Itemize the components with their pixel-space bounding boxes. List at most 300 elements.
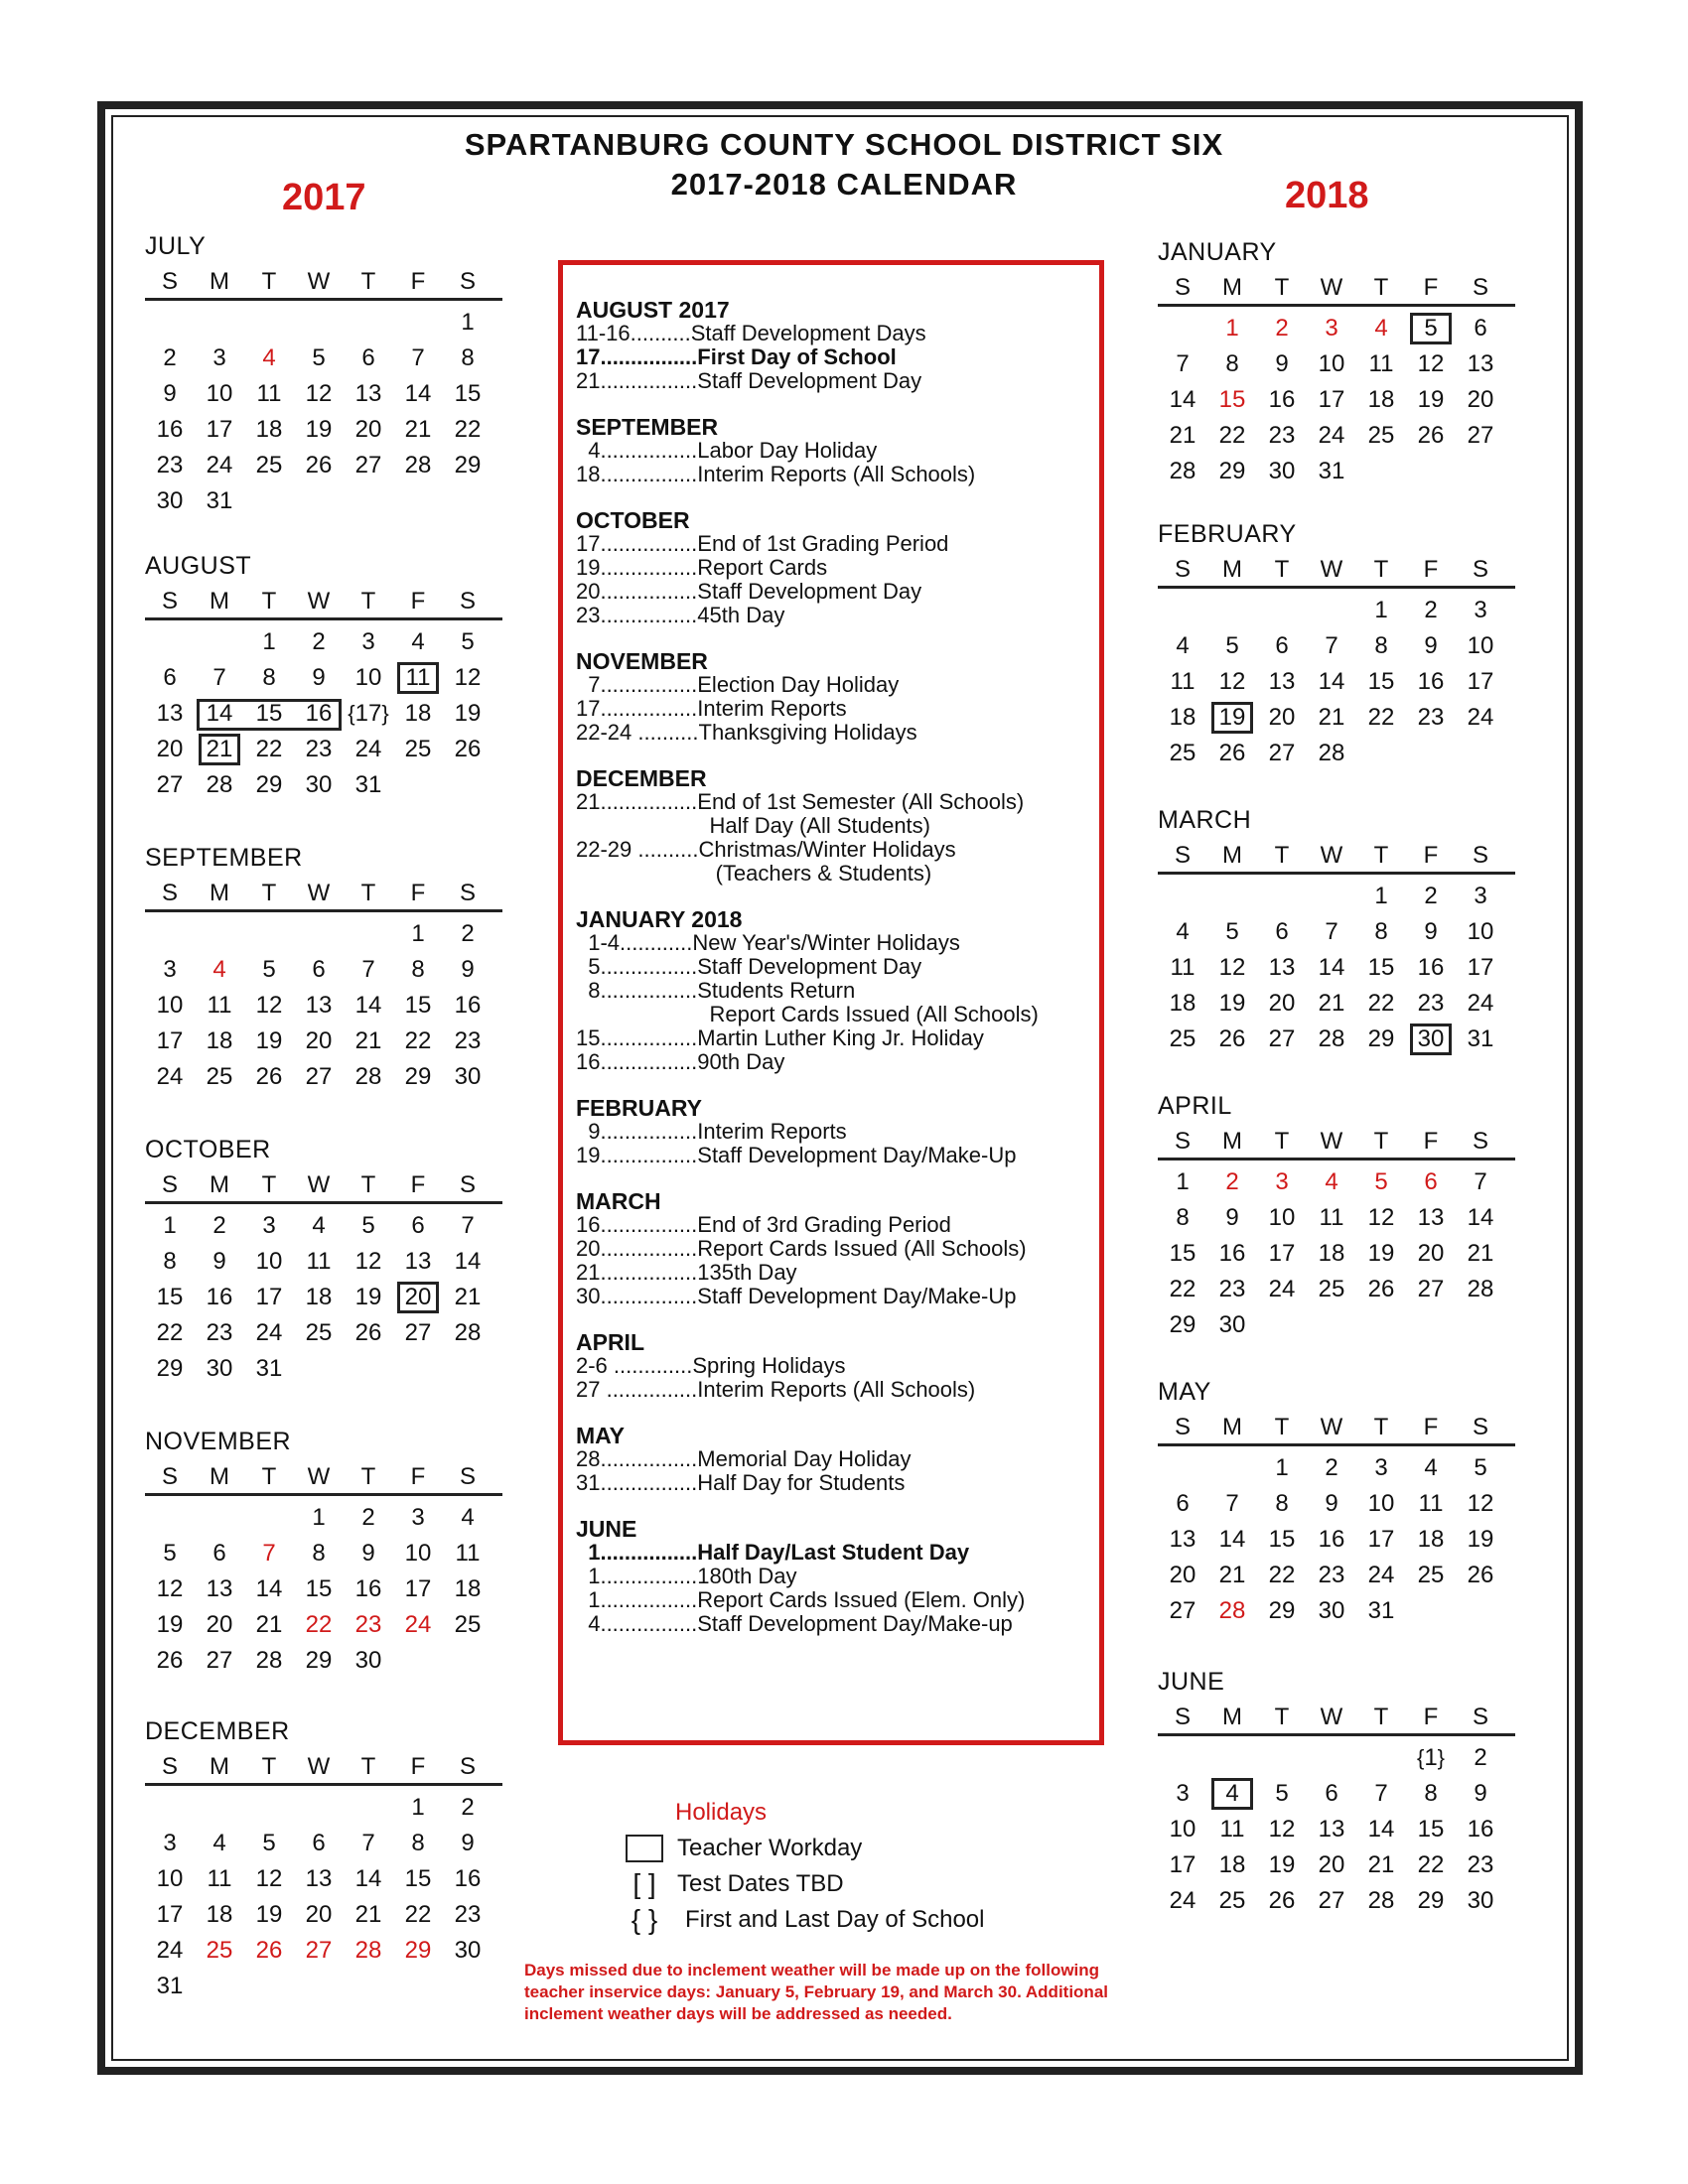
day-cell: 25	[305, 1319, 333, 1346]
day-cell: 13	[206, 1575, 233, 1602]
day-cell: 7	[461, 1212, 475, 1239]
day-cell: 31	[206, 487, 233, 514]
day-cell: 15	[1169, 1240, 1196, 1267]
day-cell: 23	[1268, 422, 1296, 449]
day-cell: 17	[1169, 1851, 1196, 1878]
day-cell: 9	[312, 664, 326, 691]
weekday-label: W	[307, 1171, 331, 1198]
month-nov-2017	[145, 1428, 502, 1679]
weekday-label: M	[1222, 1128, 1242, 1155]
weekday-label: T	[261, 1753, 277, 1780]
weekday-label: S	[1174, 842, 1191, 869]
day-cell: 31	[255, 1355, 283, 1382]
day-cell: 11	[397, 662, 439, 694]
day-cell: 16	[1417, 954, 1445, 981]
weekday-label: M	[210, 1753, 229, 1780]
day-cell: 20	[1169, 1562, 1196, 1588]
event-section	[576, 1189, 1092, 1308]
weekday-label: T	[1274, 1128, 1290, 1155]
day-cell: 23	[354, 1611, 382, 1638]
weekday-label: S	[459, 1753, 476, 1780]
day-cell: 20	[397, 1282, 439, 1313]
day-cell: 11	[1368, 350, 1394, 377]
month-name: DECEMBER	[145, 1717, 290, 1745]
day-cell: 22	[1367, 704, 1395, 731]
day-cell: 6	[212, 1540, 226, 1567]
day-cell: 17	[1467, 954, 1494, 981]
event-item: 1................180th Day	[576, 1564, 797, 1588]
staff-development-range-box	[197, 699, 342, 731]
month-mar-2018	[1158, 806, 1515, 1057]
day-cell: 12	[1268, 1816, 1296, 1843]
days-grid	[145, 1500, 502, 1679]
day-cell: 2	[1325, 1454, 1338, 1481]
weekday-label: S	[161, 1171, 178, 1198]
day-cell: 7	[1176, 350, 1190, 377]
day-cell: 12	[1218, 954, 1246, 981]
event-section	[576, 415, 1092, 486]
day-cell: 25	[1169, 1025, 1196, 1052]
day-cell: 19	[1367, 1240, 1395, 1267]
day-cell: 9	[1424, 632, 1438, 659]
weekday-label: F	[410, 1753, 426, 1780]
day-cell: 29	[255, 771, 283, 798]
calendar-title: 2017-2018 CALENDAR	[670, 167, 1018, 202]
day-cell: 18	[1169, 990, 1196, 1017]
weekday-label: M	[1222, 274, 1242, 301]
day-cell: 5	[461, 628, 475, 655]
day-cell: 27	[354, 452, 382, 478]
day-cell: 14	[1367, 1816, 1395, 1843]
day-cell: 14	[354, 992, 382, 1019]
day-cell: 30	[354, 1647, 382, 1674]
day-cell: 29	[404, 1937, 432, 1964]
day-cell: 23	[1467, 1851, 1494, 1878]
day-cell: 14	[1318, 954, 1345, 981]
day-cell: 28	[354, 1937, 382, 1964]
day-cell: 25	[1417, 1562, 1445, 1588]
day-cell: 31	[1467, 1025, 1494, 1052]
day-cell: 4	[1176, 918, 1190, 945]
empty-cell	[195, 916, 244, 952]
weekday-label: T	[1373, 1414, 1389, 1440]
district-title: SPARTANBURG COUNTY SCHOOL DISTRICT SIX	[464, 127, 1224, 162]
day-cell: 7	[361, 956, 375, 983]
day-cell: 30	[454, 1063, 482, 1090]
day-cell: 8	[163, 1248, 177, 1275]
day-cell: 27	[1268, 740, 1296, 766]
weekday-label: T	[360, 1753, 376, 1780]
day-cell: 4	[1176, 632, 1190, 659]
day-cell: 8	[461, 344, 475, 371]
event-item: 4................Labor Day Holiday	[576, 438, 878, 463]
weekday-header	[145, 880, 502, 912]
day-cell: 3	[411, 1504, 425, 1531]
day-cell: 11	[1170, 954, 1196, 981]
weekday-label: F	[410, 268, 426, 295]
day-cell: 16	[454, 992, 482, 1019]
day-cell: 12	[1218, 668, 1246, 695]
empty-cell	[1307, 593, 1356, 628]
day-cell: 2	[361, 1504, 375, 1531]
weekday-header	[1158, 1128, 1515, 1160]
event-section-heading: NOVEMBER	[576, 648, 708, 674]
day-cell: 25	[1218, 1887, 1246, 1914]
day-cell: 12	[255, 992, 283, 1019]
day-cell: 28	[1367, 1887, 1395, 1914]
day-cell: 11	[306, 1248, 332, 1275]
event-item: (Teachers & Students)	[576, 861, 932, 886]
day-cell: 23	[1417, 704, 1445, 731]
day-cell: 18	[404, 700, 432, 727]
day-cell: 2	[1424, 597, 1438, 623]
day-cell: 22	[156, 1319, 184, 1346]
day-cell: 11	[1418, 1490, 1444, 1517]
day-cell: 10	[1169, 1816, 1196, 1843]
event-item: 21................End of 1st Semester (All Schools)	[576, 789, 1025, 814]
event-item: 2-6 .............Spring Holidays	[576, 1353, 846, 1378]
day-cell: 24	[1268, 1276, 1296, 1302]
day-cell: 25	[206, 1063, 233, 1090]
weekday-label: T	[261, 588, 277, 614]
event-section-heading: APRIL	[576, 1329, 644, 1355]
day-cell: 17	[255, 1284, 283, 1310]
brace-icon: { }	[631, 1904, 658, 1935]
event-section-heading: JANUARY 2018	[576, 906, 743, 932]
month-name: FEBRUARY	[1158, 520, 1297, 548]
day-cell: 17	[156, 1901, 184, 1928]
day-cell: 24	[354, 736, 382, 762]
empty-cell	[1207, 1740, 1257, 1776]
weekday-label: W	[1320, 1128, 1343, 1155]
weekday-label: T	[360, 1171, 376, 1198]
day-cell: 8	[1176, 1204, 1190, 1231]
day-cell: 21	[1318, 990, 1345, 1017]
day-cell: { 1 }	[1406, 1740, 1456, 1776]
weekday-label: S	[1472, 1128, 1488, 1155]
day-cell: 20	[206, 1611, 233, 1638]
weekday-header	[145, 588, 502, 620]
day-cell: 17	[1318, 386, 1345, 413]
day-cell: 29	[1169, 1311, 1196, 1338]
day-cell: 2	[1474, 1744, 1487, 1771]
day-cell: 16	[1467, 1816, 1494, 1843]
day-cell: 9	[1325, 1490, 1338, 1517]
day-cell: 15	[1417, 1816, 1445, 1843]
day-cell: 27	[1417, 1276, 1445, 1302]
day-cell: 3	[1474, 597, 1487, 623]
event-item: 15................Martin Luther King Jr. Holiday	[576, 1025, 984, 1050]
day-cell: 25	[1367, 422, 1395, 449]
event-section-heading: MARCH	[576, 1188, 661, 1214]
day-cell: 10	[1367, 1490, 1395, 1517]
day-cell: 9	[461, 1830, 475, 1856]
weekday-label: S	[161, 588, 178, 614]
day-cell: 13	[156, 700, 184, 727]
day-cell: 27	[305, 1937, 333, 1964]
day-cell: 6	[361, 344, 375, 371]
day-cell: 20	[1268, 704, 1296, 731]
day-cell: 3	[1275, 1168, 1289, 1195]
event-item: 17................Interim Reports	[576, 696, 847, 721]
empty-cell	[1158, 1740, 1207, 1776]
day-cell: 20	[354, 416, 382, 443]
weekday-header	[1158, 1414, 1515, 1446]
weekday-label: M	[210, 880, 229, 906]
day-cell: 8	[312, 1540, 326, 1567]
bracket-icon: [ ]	[633, 1868, 656, 1899]
day-cell: 31	[1318, 458, 1345, 484]
empty-cell	[145, 1790, 195, 1826]
day-cell: 28	[354, 1063, 382, 1090]
weekday-label: F	[410, 588, 426, 614]
day-cell: 28	[404, 452, 432, 478]
day-cell: 30	[156, 487, 184, 514]
event-item: 31................Half Day for Students	[576, 1470, 906, 1495]
month-apr-2018	[1158, 1092, 1515, 1343]
day-cell: 4	[411, 628, 425, 655]
day-cell: 6	[163, 664, 177, 691]
weekday-label: S	[1174, 1128, 1191, 1155]
weekday-label: S	[161, 1753, 178, 1780]
weekday-label: W	[1320, 1704, 1343, 1730]
day-cell: 14	[454, 1248, 482, 1275]
day-cell: 7	[1474, 1168, 1487, 1195]
weekday-label: W	[307, 1753, 331, 1780]
day-cell: 7	[1225, 1490, 1239, 1517]
day-cell: 18	[1218, 1851, 1246, 1878]
day-cell: 3	[1474, 883, 1487, 909]
day-cell: 24	[1467, 704, 1494, 731]
day-cell: 28	[454, 1319, 482, 1346]
day-cell: 3	[163, 956, 177, 983]
weekday-label: W	[307, 1463, 331, 1490]
month-oct-2017	[145, 1136, 502, 1387]
weekday-header	[1158, 274, 1515, 307]
event-item: 22-24 ..........Thanksgiving Holidays	[576, 720, 917, 745]
day-cell: 12	[1367, 1204, 1395, 1231]
day-cell: 5	[262, 1830, 276, 1856]
day-cell: 8	[1424, 1780, 1438, 1807]
day-cell: 24	[1367, 1562, 1395, 1588]
weekday-label: S	[459, 268, 476, 295]
empty-cell	[1158, 593, 1207, 628]
days-grid	[1158, 879, 1515, 1057]
days-grid	[145, 1790, 502, 2004]
event-item: 27 ...............Interim Reports (All Schools)	[576, 1377, 976, 1402]
day-cell: 11	[1170, 668, 1196, 695]
day-cell: 13	[1318, 1816, 1345, 1843]
day-cell: 31	[156, 1973, 184, 1999]
day-cell: 30	[206, 1355, 233, 1382]
day-cell: 8	[1374, 918, 1388, 945]
weekday-label: S	[1472, 842, 1488, 869]
weekday-label: S	[459, 588, 476, 614]
day-cell: 3	[212, 344, 226, 371]
event-item: 19................Report Cards	[576, 555, 828, 580]
day-cell: 12	[305, 380, 333, 407]
day-cell: 1	[163, 1212, 177, 1239]
day-cell: 22	[454, 416, 482, 443]
month-feb-2018	[1158, 520, 1515, 771]
month-name: APRIL	[1158, 1092, 1232, 1120]
empty-cell	[244, 305, 294, 341]
day-cell: 1	[1275, 1454, 1289, 1481]
legend-teacher-workday-label: Teacher Workday	[677, 1835, 863, 1861]
day-cell: 2	[461, 920, 475, 947]
day-cell: 10	[354, 664, 382, 691]
day-cell: 2	[212, 1212, 226, 1239]
event-item: 17................First Day of School	[576, 344, 897, 369]
weekday-label: T	[1373, 842, 1389, 869]
empty-cell	[393, 305, 443, 341]
day-cell: 9	[461, 956, 475, 983]
weekday-label: W	[1320, 842, 1343, 869]
empty-cell	[1207, 1450, 1257, 1486]
event-section-heading: AUGUST 2017	[576, 297, 730, 323]
day-cell: 5	[1410, 313, 1452, 344]
day-cell: 20	[305, 1027, 333, 1054]
day-cell: 21	[1169, 422, 1196, 449]
day-cell: 9	[163, 380, 177, 407]
day-cell: 1	[1374, 597, 1388, 623]
event-item: 20................Staff Development Day	[576, 579, 922, 604]
day-cell: 17	[156, 1027, 184, 1054]
day-cell: 8	[262, 664, 276, 691]
day-cell: 19	[1218, 990, 1246, 1017]
day-cell: 18	[206, 1901, 233, 1928]
weekday-label: F	[410, 880, 426, 906]
day-cell: 7	[1325, 918, 1338, 945]
day-cell: 18	[1318, 1240, 1345, 1267]
event-item: 21................135th Day	[576, 1260, 797, 1285]
empty-cell	[1257, 879, 1307, 914]
weekday-label: W	[307, 268, 331, 295]
day-cell: 27	[305, 1063, 333, 1090]
day-cell: 20	[1417, 1240, 1445, 1267]
day-cell: 27	[404, 1319, 432, 1346]
day-cell: 4	[1424, 1454, 1438, 1481]
day-cell: 6	[312, 956, 326, 983]
weekday-header	[1158, 842, 1515, 875]
weekday-label: T	[1274, 274, 1290, 301]
day-cell: 18	[1169, 704, 1196, 731]
days-grid	[1158, 1164, 1515, 1343]
month-name: MARCH	[1158, 806, 1252, 834]
weekday-label: M	[1222, 842, 1242, 869]
day-cell: 18	[255, 416, 283, 443]
weekday-label: F	[1423, 1128, 1439, 1155]
day-cell: 16	[1318, 1526, 1345, 1553]
day-cell: 13	[1467, 350, 1494, 377]
day-cell: 25	[1318, 1276, 1345, 1302]
day-cell: 8	[411, 1830, 425, 1856]
weekday-label: S	[459, 1463, 476, 1490]
day-cell: 13	[305, 992, 333, 1019]
days-grid	[1158, 1740, 1515, 1919]
day-cell: 9	[212, 1248, 226, 1275]
year-2017-label: 2017	[282, 177, 366, 218]
days-grid	[145, 916, 502, 1095]
weekday-label: S	[1174, 274, 1191, 301]
day-cell: 7	[212, 664, 226, 691]
day-cell: 28	[1318, 1025, 1345, 1052]
day-cell: 11	[207, 992, 232, 1019]
day-cell: 28	[255, 1647, 283, 1674]
day-cell: 9	[1275, 350, 1289, 377]
weekday-header	[145, 1463, 502, 1496]
day-cell: 30	[1467, 1887, 1494, 1914]
weekday-label: F	[410, 1171, 426, 1198]
day-cell: 5	[1275, 1780, 1289, 1807]
weekday-label: M	[1222, 1704, 1242, 1730]
event-section	[576, 907, 1092, 1074]
empty-cell	[244, 1790, 294, 1826]
day-cell: 5	[1374, 1168, 1388, 1195]
weekday-label: W	[307, 588, 331, 614]
day-cell: 26	[1268, 1887, 1296, 1914]
weekday-label: F	[1423, 842, 1439, 869]
day-cell: 21	[454, 1284, 482, 1310]
event-section	[576, 298, 1092, 393]
day-cell: 26	[156, 1647, 184, 1674]
day-cell: 23	[454, 1901, 482, 1928]
weekday-label: S	[1472, 1414, 1488, 1440]
event-item: 7................Election Day Holiday	[576, 672, 900, 697]
event-section	[576, 649, 1092, 745]
day-cell: 13	[404, 1248, 432, 1275]
day-cell: 30	[454, 1937, 482, 1964]
day-cell: 19	[1211, 702, 1253, 734]
day-cell: 27	[1268, 1025, 1296, 1052]
event-item: 5................Staff Development Day	[576, 954, 922, 979]
day-cell: 8	[1374, 632, 1388, 659]
day-cell: 19	[354, 1284, 382, 1310]
day-cell: 16	[1268, 386, 1296, 413]
day-cell: 15	[156, 1284, 184, 1310]
empty-cell	[1356, 1740, 1406, 1776]
weekday-label: T	[360, 268, 376, 295]
teacher-workday-box-icon	[626, 1835, 663, 1862]
events-list	[576, 298, 1092, 1658]
weekday-header	[145, 1171, 502, 1204]
day-cell: 26	[1218, 740, 1246, 766]
event-item: 28................Memorial Day Holiday	[576, 1446, 912, 1471]
day-cell: 2	[1424, 883, 1438, 909]
day-cell: 6	[1176, 1490, 1190, 1517]
day-cell: 21	[404, 416, 432, 443]
day-cell: 12	[156, 1575, 184, 1602]
day-cell: 18	[206, 1027, 233, 1054]
day-cell: 16	[354, 1575, 382, 1602]
day-cell: 19	[1467, 1526, 1494, 1553]
day-cell: 28	[1318, 740, 1345, 766]
days-grid	[145, 1208, 502, 1387]
event-section-heading: SEPTEMBER	[576, 414, 719, 440]
day-cell: 23	[1218, 1276, 1246, 1302]
month-name: AUGUST	[145, 552, 252, 580]
day-cell: 27	[1318, 1887, 1345, 1914]
day-cell: 4	[1374, 315, 1388, 341]
event-section-heading: MAY	[576, 1423, 625, 1448]
day-cell: 10	[1467, 632, 1494, 659]
day-cell: 23	[1318, 1562, 1345, 1588]
day-cell: 17	[1467, 668, 1494, 695]
day-cell: 12	[1417, 350, 1445, 377]
empty-cell	[195, 624, 244, 660]
legend-first-last-label: First and Last Day of School	[685, 1906, 985, 1933]
day-cell: 16	[454, 1865, 482, 1892]
